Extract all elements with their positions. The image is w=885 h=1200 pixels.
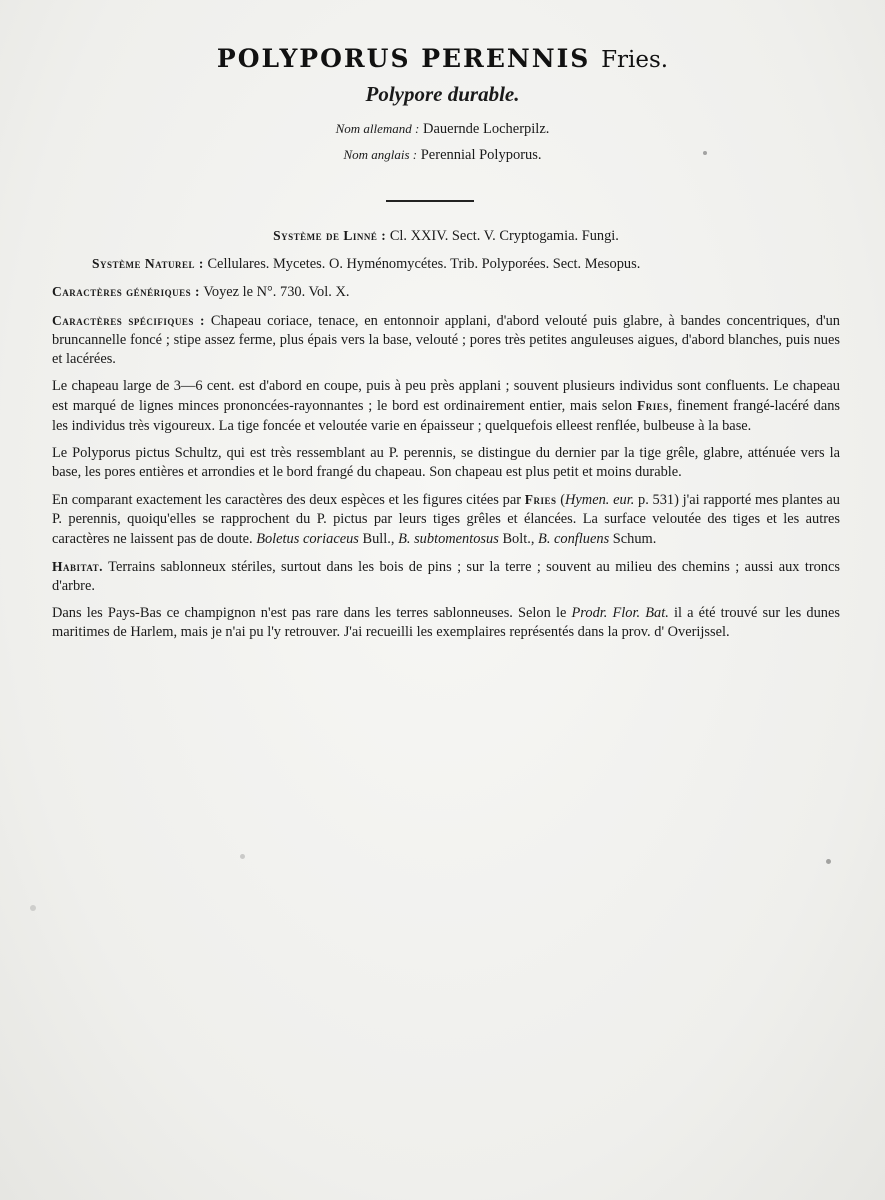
paysbas-text-b: il a été trouvé sur les dunes maritimes de Harlem, mais je n'ai pu l'y retrouver. J'ai recueilli les exemplaires représentés dans la prov. d' Overijssel.: [52, 605, 840, 641]
page-title: [0, 44, 885, 73]
synonym-2: B. subtomentosus: [398, 530, 499, 547]
compar-ref: Hymen. eur.: [565, 492, 635, 509]
synonym-3: B. confluens: [538, 530, 610, 547]
fries-name-1: Fries: [636, 398, 669, 414]
generiques-label: Caractères génériques :: [52, 284, 201, 300]
title-text: POLYPORUS PERENNIS: [216, 44, 591, 73]
linne-text: Cl. XXIV. Sect. V. Cryptogamia. Fungi.: [386, 228, 619, 244]
paper-spot: [826, 859, 831, 864]
chapeau-text-a: Le chapeau large de 3—6 cent. est d'abord en coupe, puis à peu près applani ; souvent plusieurs individus sont confluents. Le chapeau est marqué de lignes minces prononcées-rayonnantes ; le bord est ordinairement entier, mais selon: [52, 378, 840, 415]
german-label: Nom allemand :: [335, 121, 420, 136]
page-subtitle: Polypore durable.: [365, 82, 520, 106]
synonym-3-author: Schum.: [609, 530, 657, 547]
german-name-line: [0, 121, 885, 138]
linne-label: Système de Linné :: [273, 228, 387, 243]
paysbas-text-a: Dans les Pays-Bas ce champignon n'est pas rare dans les terres sablonneuses. Selon le: [52, 605, 572, 622]
english-label: Nom anglais :: [343, 147, 418, 162]
compar-text-a: En comparant exactement les caractères des deux espèces et les figures citées par: [52, 492, 525, 509]
habitat-paragraph: [52, 557, 840, 596]
habitat-text: Terrains sablonneux stériles, surtout dans les bois de pins ; sur la terre ; souvent au milieu des chemins ; aussi aux troncs d'arbre.: [52, 558, 840, 595]
document-body: [52, 226, 840, 651]
english-name-line: [0, 147, 885, 164]
specifiques-label: Caractères spécifiques :: [52, 312, 206, 328]
chapeau-text-b: , finement frangé-lacéré dans les individus très vigoureux. La tige foncée et veloutée varie en épaisseur ; quelquefois elleest renflée, bulbeuse à la base.: [52, 398, 840, 434]
specifiques-paragraph: [52, 311, 840, 370]
synonym-2-author: Bolt.,: [498, 530, 539, 547]
comparaison-paragraph: En comparant exactement les caractères des deux espèces et les figures citées par Fries (Hymen. eur. p. 531) j'ai rapporté mes plantes au P. perennis, quoiqu'elles se rapprochent du P. pictus par leurs tiges grêles et élancées. La surface veloutée des tiges et les autres caractères ne laissent pas de doute. Boletus coriaceus Bull., B. subtomentosus Bolt., B. confluens Schum.: [52, 492, 840, 547]
paper-spot: [240, 854, 245, 859]
specifiques-text: Chapeau coriace, tenace, en entonnoir applani, d'abord velouté puis glabre, à bandes concentriques, d'un bruncannelle foncé ; stipe assez ferme, plus épais vers la base, velouté ; pores très petites anguleuses aigues, d'abord blanches, puis nues et lacérées.: [52, 312, 840, 368]
paysbas-paragraph: [52, 604, 840, 642]
english-name: Perennial Polyporus.: [420, 147, 542, 163]
paper-spot: [703, 151, 707, 155]
naturel-text: Cellulares. Mycetes. O. Hyménomycétes. Trib. Polyporées. Sect. Mesopus.: [203, 256, 641, 273]
paper-spot: [30, 905, 36, 911]
naturel-label: Système Naturel :: [92, 256, 204, 272]
fries-name-2: Fries: [524, 492, 557, 508]
linne-line: [52, 226, 840, 246]
german-name: Dauernde Locherpilz.: [422, 121, 550, 137]
generiques-line: [52, 282, 840, 302]
paysbas-ref: Prodr. Flor. Bat.: [571, 605, 669, 622]
title-author: Fries.: [601, 47, 669, 73]
compar-text-b: p. 531) j'ai rapporté mes plantes au P. perennis, quoiqu'elles se rapprochent du P. pictus par leurs tiges grêles et élancées. La surface veloutée des tiges et les autres caractères ne laissent pas de doute.: [52, 492, 840, 547]
generiques-text: Voyez le N°. 730. Vol. X.: [200, 284, 350, 301]
synonym-1-author: Bull.,: [358, 530, 399, 547]
chapeau-paragraph: [52, 377, 840, 436]
habitat-label: Habitat.: [52, 558, 104, 574]
synonym-1: Boletus coriaceus: [256, 530, 359, 547]
title-divider: [386, 200, 474, 202]
pictus-paragraph: Le Polyporus pictus Schultz, qui est très ressemblant au P. perennis, se distingue du dernier par la tige grêle, glabre, atténuée vers la base, les pores entières et arrondies et le bord frangé du chapeau. Son chapeau est plus petit et moins durable.: [52, 444, 840, 481]
naturel-line: [52, 254, 840, 274]
